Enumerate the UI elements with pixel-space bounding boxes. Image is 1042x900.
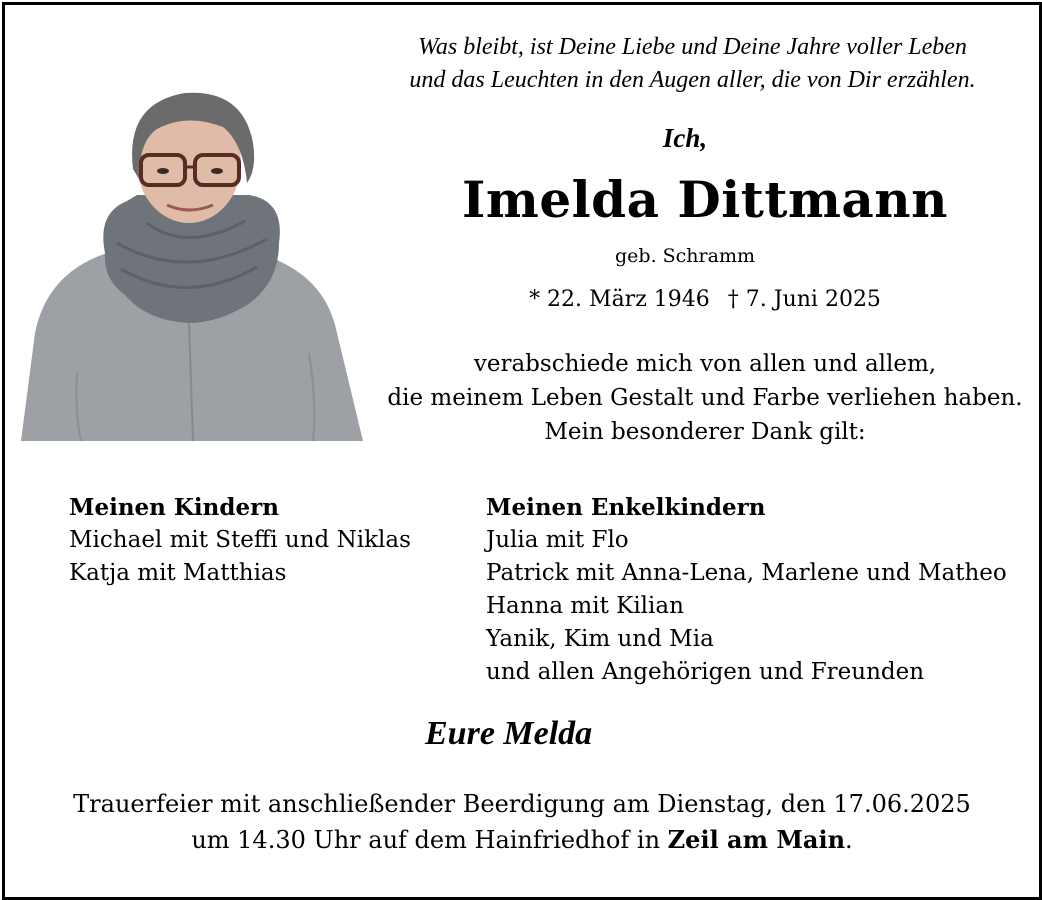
- farewell-line-1: verabschiede mich von allen und allem,: [473, 351, 937, 377]
- children-line: Michael mit Steffi und Niklas: [69, 527, 411, 553]
- birth-date: * 22. März 1946: [529, 287, 710, 312]
- children-line: Katja mit Matthias: [69, 560, 287, 586]
- funeral-service-info: [5, 787, 1039, 858]
- death-date: † 7. Juni 2025: [727, 287, 881, 312]
- birth-name: geb. Schramm: [615, 245, 755, 267]
- intro-word: Ich,: [662, 123, 708, 153]
- deceased-name: Imelda Dittmann: [462, 170, 948, 229]
- obituary-card: [2, 2, 1042, 900]
- grandchildren-line: Patrick mit Anna-Lena, Marlene und Matheo: [486, 560, 1007, 586]
- grandchildren-line: Yanik, Kim und Mia: [486, 626, 714, 652]
- motto-line-2: und das Leuchten in den Augen aller, die von Dir erzählen.: [409, 67, 976, 93]
- service-line-2-suffix: .: [845, 826, 853, 854]
- signoff: Eure Melda: [425, 715, 593, 752]
- service-location: Zeil am Main: [667, 825, 846, 854]
- farewell-line-3: Mein besonderer Dank gilt:: [544, 419, 866, 445]
- children-heading: Meinen Kindern: [69, 494, 279, 521]
- portrait-photo: [17, 83, 363, 441]
- grandchildren-line: Julia mit Flo: [486, 527, 629, 553]
- life-dates: [475, 287, 935, 312]
- farewell-line-2: die meinem Leben Gestalt und Farbe verliehen haben.: [387, 385, 1023, 411]
- service-line-1: Trauerfeier mit anschließender Beerdigung am Dienstag, den 17.06.2025: [73, 790, 971, 818]
- children-section: [69, 491, 411, 590]
- service-line-2: [5, 822, 1039, 858]
- service-line-2-prefix: um 14.30 Uhr auf dem Hainfriedhof in: [191, 826, 668, 854]
- grandchildren-section: [486, 491, 1007, 689]
- farewell-text: [365, 347, 1042, 449]
- grandchildren-heading: Meinen Enkelkindern: [486, 494, 766, 521]
- grandchildren-line: Hanna mit Kilian: [486, 593, 684, 619]
- motto-line-1: Was bleibt, ist Deine Liebe und Deine Jahre voller Leben: [418, 34, 967, 60]
- motto-quote: [350, 31, 1035, 97]
- grandchildren-line: und allen Angehörigen und Freunden: [486, 659, 925, 685]
